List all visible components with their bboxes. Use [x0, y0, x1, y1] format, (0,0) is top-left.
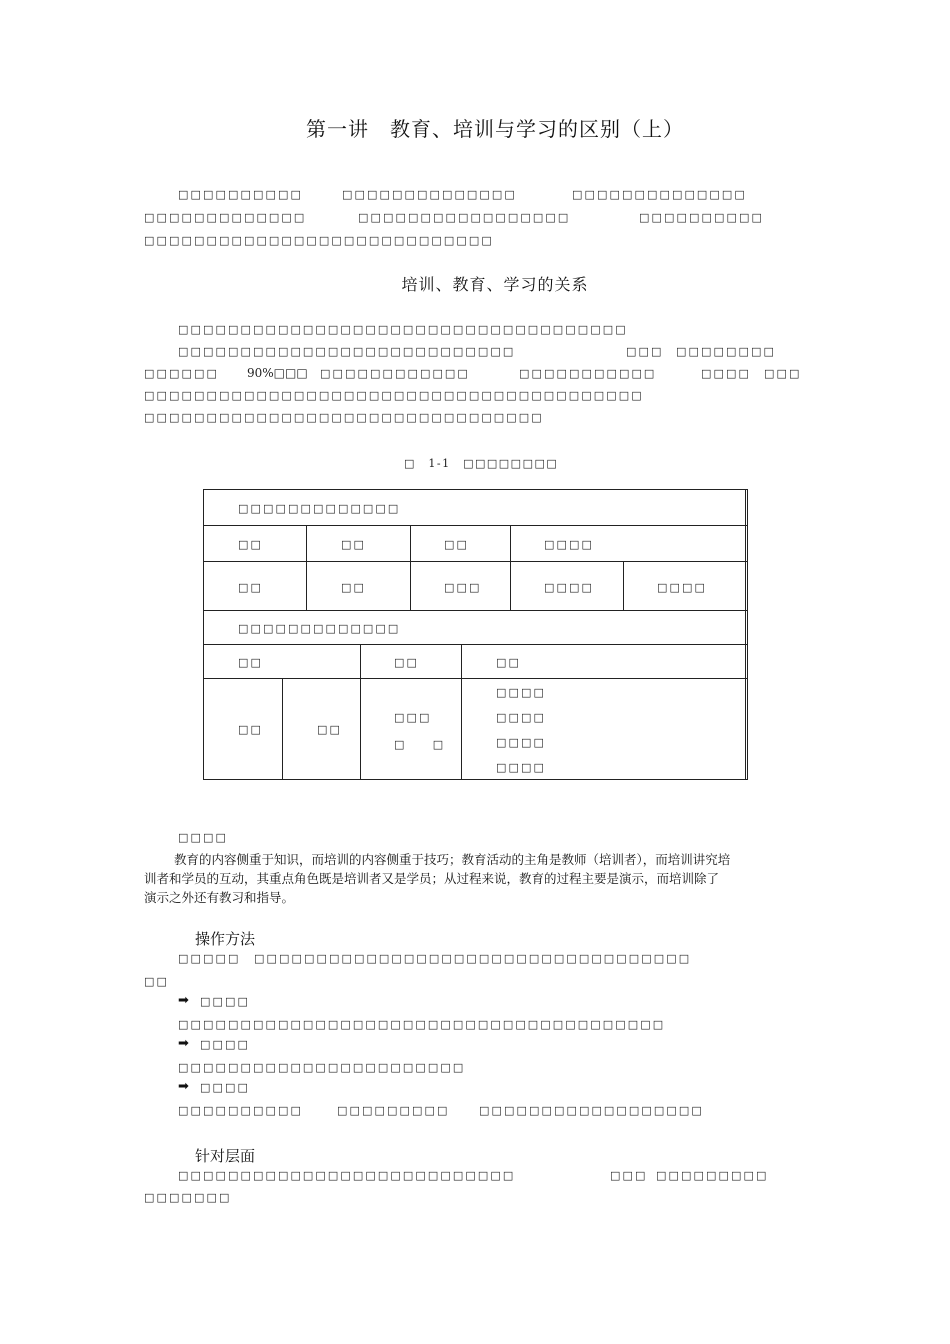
table-caption: □ 1-1 □□□□□□□□: [404, 457, 559, 470]
table-cell: □□: [394, 656, 419, 669]
table-cell: □□: [238, 656, 263, 669]
table-rule: [203, 610, 748, 611]
intro-line-3: □□□□□□□□□□□□□□□□□□□□□□□□□□□□: [144, 234, 494, 247]
table-rule: [203, 644, 748, 645]
intro-line-2c: □□□□□□□□□□: [639, 211, 764, 224]
table-cell: □□□□: [544, 538, 594, 551]
level-line-1c: □□□□□□□□□: [656, 1169, 769, 1182]
table-cell: □□□□: [496, 736, 546, 749]
table-rule: [623, 561, 624, 610]
table-rule: [510, 525, 511, 610]
table-cell: □□: [444, 538, 469, 551]
relation-line-4: □□□□□□□□□□□□□□□□□□□□□□□□□□□□□□□□□□□□□□□□: [144, 389, 644, 402]
relation-line-3f: □□□: [764, 367, 802, 380]
table-rule: [360, 644, 361, 780]
table-cell: □□: [317, 723, 342, 736]
relation-line-3d: □□□□□□□□□□□: [519, 367, 657, 380]
method-item-2-text: □□□□□□□□□□□□□□□□□□□□□□□: [178, 1061, 466, 1074]
method-item-2-label: □□□□: [200, 1038, 250, 1051]
method-item-3-text-a: □□□□□□□□□□: [178, 1104, 303, 1117]
method-item-1-text: □□□□□□□□□□□□□□□□□□□□□□□□□□□□□□□□□□□□□□□: [178, 1018, 666, 1031]
method-line-1b: □□□□□□□□□□□□□□□□□□□□□□□□□□□□□□□□□□□: [254, 952, 692, 965]
method-item-3-label: □□□□: [200, 1081, 250, 1094]
intro-line-2a: □□□□□□□□□□□□□: [144, 211, 307, 224]
summary-line-2: 训者和学员的互动，其重点角色既是培训者又是学员；从过程来说，教育的过程主要是演示，而培训除了: [144, 871, 720, 886]
table-cell: □□□□: [544, 581, 594, 594]
table-cell: □□□□: [657, 581, 707, 594]
arrow-right-icon: ➡: [178, 1079, 189, 1094]
table-cell: □□□: [394, 711, 432, 724]
table-rule: [306, 525, 307, 610]
arrow-right-icon: ➡: [178, 993, 189, 1008]
method-item-1-label: □□□□: [200, 995, 250, 1008]
table-rule: [203, 525, 748, 526]
relation-line-2a: □□□□□□□□□□□□□□□□□□□□□□□□□□□: [178, 345, 516, 358]
summary-line-3: 演示之外还有教习和指导。: [144, 890, 295, 905]
table-cell: □□□□: [496, 711, 546, 724]
intro-line-1b: □□□□□□□□□□□□□□: [342, 188, 517, 201]
section-heading-method: 操作方法: [195, 930, 256, 948]
table-rule: [461, 644, 462, 780]
summary-label: □□□□: [178, 831, 228, 844]
table-cell: □□: [341, 581, 366, 594]
table-rule: [203, 561, 748, 562]
relation-line-3b: 90%□□□: [247, 366, 308, 380]
table-rule: [282, 678, 283, 780]
table-frame-inner-edge: [745, 489, 746, 780]
method-item-3-text-c: □□□□□□□□□□□□□□□□□□: [479, 1104, 704, 1117]
page-title: 第一讲 教育、培训与学习的区别（上）: [306, 117, 684, 141]
section-heading-relation: 培训、教育、学习的关系: [401, 275, 589, 294]
table-cell: □ □: [394, 738, 446, 751]
relation-line-2b: □□□: [626, 345, 664, 358]
relation-line-3a: □□□□□□: [144, 367, 219, 380]
section-heading-level: 针对层面: [195, 1147, 256, 1165]
table-rule: [410, 525, 411, 610]
method-line-2: □□: [144, 975, 169, 988]
method-item-3-text-b: □□□□□□□□□: [337, 1104, 450, 1117]
relation-line-1: □□□□□□□□□□□□□□□□□□□□□□□□□□□□□□□□□□□□: [178, 323, 628, 336]
table-cell: □□: [341, 538, 366, 551]
relation-line-3c: □□□□□□□□□□□□: [320, 367, 470, 380]
table-cell: □□: [238, 581, 263, 594]
table-rule: [203, 678, 748, 679]
method-line-1a: □□□□□: [178, 952, 241, 965]
summary-line-1: 教育的内容侧重于知识，而培训的内容侧重于技巧；教育活动的主角是教师（培训者），而培训讲究培: [174, 852, 731, 867]
table-header-1: □□□□□□□□□□□□□: [238, 502, 401, 515]
level-line-1b: □□□: [610, 1169, 648, 1182]
relation-line-2c: □□□□□□□□: [676, 345, 776, 358]
table-cell: □□: [496, 656, 521, 669]
level-line-1a: □□□□□□□□□□□□□□□□□□□□□□□□□□□: [178, 1169, 516, 1182]
table-cell: □□: [238, 538, 263, 551]
level-line-2: □□□□□□□: [144, 1191, 232, 1204]
relation-line-3e: □□□□: [701, 367, 751, 380]
table-cell: □□□□: [496, 761, 546, 774]
intro-line-2b: □□□□□□□□□□□□□□□□□: [358, 211, 571, 224]
arrow-right-icon: ➡: [178, 1036, 189, 1051]
relation-line-5: □□□□□□□□□□□□□□□□□□□□□□□□□□□□□□□□: [144, 411, 544, 424]
table-cell: □□□□: [496, 686, 546, 699]
table-cell: □□: [238, 723, 263, 736]
intro-line-1a: □□□□□□□□□□: [178, 188, 303, 201]
table-cell: □□□: [444, 581, 482, 594]
table-header-2: □□□□□□□□□□□□□: [238, 622, 401, 635]
intro-line-1c: □□□□□□□□□□□□□□: [572, 188, 747, 201]
